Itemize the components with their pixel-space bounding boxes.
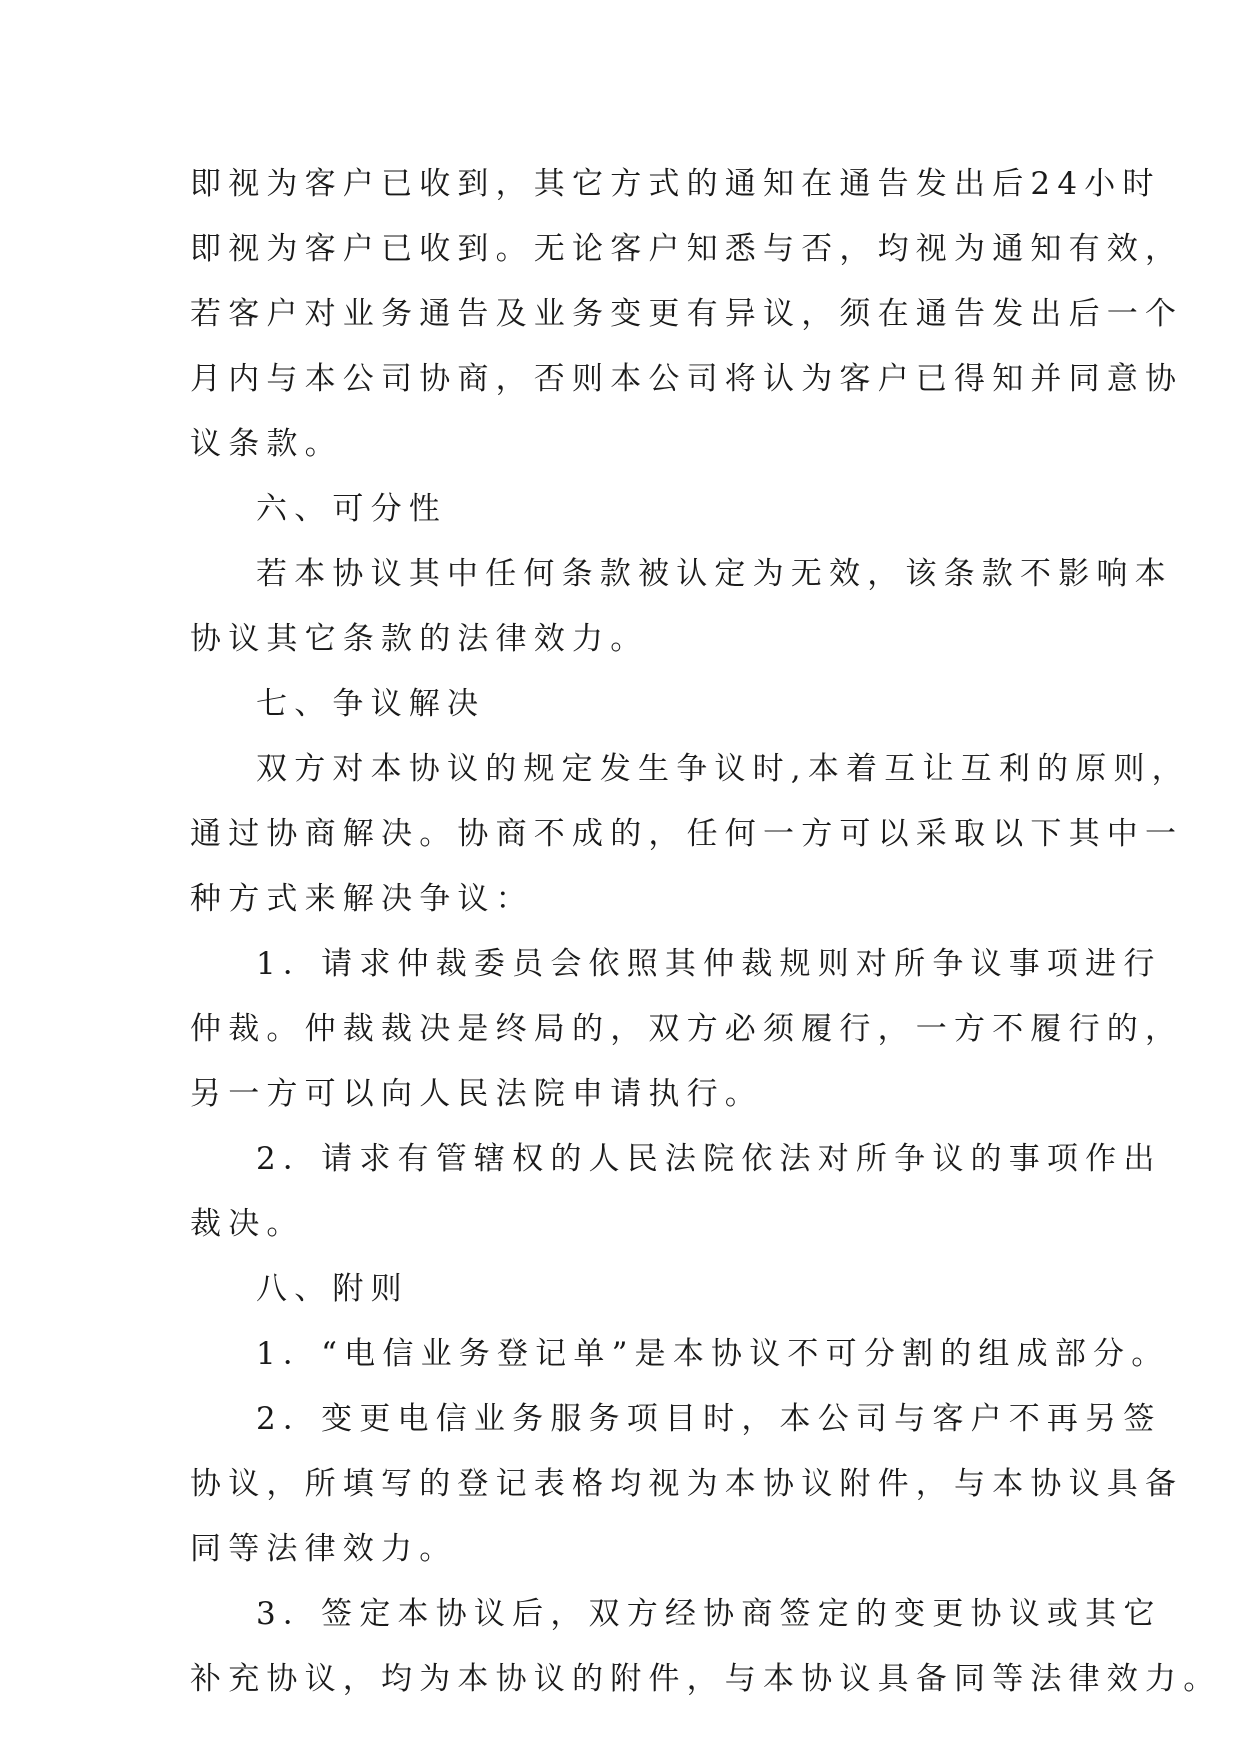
line-text: 协议其它条款的法律效力。: [190, 621, 649, 657]
section-heading: [190, 1257, 1060, 1322]
text-line: [190, 1452, 1184, 1517]
line-text: 裁决。: [190, 1206, 305, 1242]
line-text: 双方对本协议的规定发生争议时,本着互让互利的原则，: [256, 751, 1190, 787]
list-item: [190, 1322, 1170, 1387]
text-line: [190, 867, 1060, 932]
line-text: 2．变更电信业务服务项目时，本公司与客户不再另签: [256, 1401, 1162, 1437]
line-text: 若本协议其中任何条款被认定为无效，该条款不影响本: [256, 556, 1173, 592]
text-line: [190, 802, 1184, 867]
text-line: [190, 607, 1060, 672]
text-line: [190, 282, 1184, 347]
line-text: 同等法律效力。: [190, 1531, 458, 1567]
heading-text: 七、争议解决: [256, 686, 486, 722]
list-item: [190, 1387, 1162, 1452]
line-text: 若客户对业务通告及业务变更有异议，须在通告发出后一个: [190, 296, 1184, 332]
line-text: 补充协议，均为本协议的附件，与本协议具备同等法律效力。: [190, 1661, 1222, 1697]
line-text: 种方式来解决争议：: [190, 881, 534, 917]
text-line: [190, 737, 1190, 802]
text-line: [190, 152, 1161, 217]
document-page: [190, 152, 1222, 1712]
line-text: 协议，所填写的登记表格均视为本协议附件，与本协议具备: [190, 1466, 1184, 1502]
line-text: 仲裁。仲裁裁决是终局的，双方必须履行，一方不履行的，: [190, 1011, 1184, 1047]
line-text: 1．请求仲裁委员会依照其仲裁规则对所争议事项进行: [256, 946, 1162, 982]
list-item: [190, 1127, 1162, 1192]
text-line: [190, 217, 1184, 282]
line-text: 月内与本公司协商，否则本公司将认为客户已得知并同意协: [190, 361, 1184, 397]
list-item: [190, 932, 1162, 997]
line-text: 另一方可以向人民法院申请执行。: [190, 1076, 763, 1112]
text-line: [190, 1517, 1060, 1582]
section-heading: [190, 672, 1060, 737]
list-item: [190, 1582, 1162, 1647]
text-line: [190, 347, 1184, 412]
line-text: 通过协商解决。协商不成的，任何一方可以采取以下其中一: [190, 816, 1184, 852]
text-line: [190, 1647, 1222, 1712]
section-heading: [190, 477, 1060, 542]
line-text: 1．“电信业务登记单”是本协议不可分割的组成部分。: [256, 1336, 1170, 1372]
text-line: [190, 1192, 1060, 1257]
line-text: 2．请求有管辖权的人民法院依法对所争议的事项作出: [256, 1141, 1162, 1177]
line-text: 即视为客户已收到。无论客户知悉与否，均视为通知有效，: [190, 231, 1184, 267]
text-line: [190, 1062, 1060, 1127]
line-text: 即视为客户已收到，其它方式的通知在通告发出后24小时: [190, 166, 1161, 202]
heading-text: 八、附则: [256, 1271, 409, 1307]
text-line: [190, 997, 1184, 1062]
line-text: 3．签定本协议后，双方经协商签定的变更协议或其它: [256, 1596, 1162, 1632]
line-text: 议条款。: [190, 426, 343, 462]
text-line: [190, 412, 1060, 477]
text-line: [190, 542, 1173, 607]
heading-text: 六、可分性: [256, 491, 447, 527]
